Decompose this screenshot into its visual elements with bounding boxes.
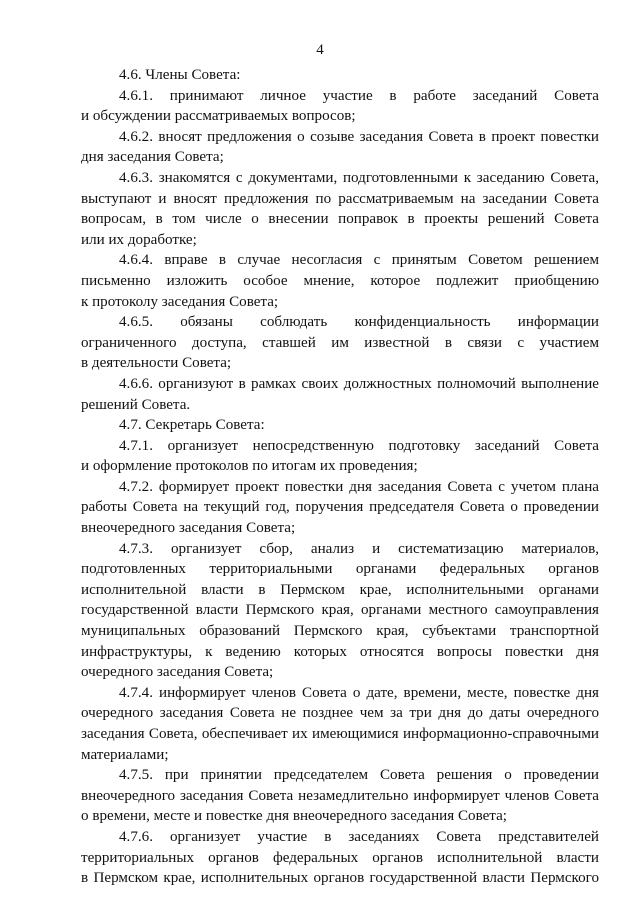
paragraph-p-4-7 (81, 415, 599, 436)
text-line: 4.6.3. знакомятся с документами, подготовленными к заседанию Совета, (119, 169, 599, 186)
paragraph-p-4-7-1 (81, 436, 599, 477)
text-line: в деятельности Совета; (81, 355, 232, 372)
page-number: 4 (316, 42, 324, 58)
text-line: о времени, месте и повестке дня внеочередного заседания Совета; (81, 808, 507, 825)
paragraph-p-4-7-3 (81, 539, 599, 683)
text-line: 4.6.1. принимают личное участие в работе заседаний Совета (119, 87, 599, 104)
text-line: внеочередного заседания Совета; (81, 520, 296, 537)
text-line: письменно изложить особое мнение, которое подлежит приобщению (81, 272, 599, 289)
text-line: государственной власти Пермского края, органами местного самоуправления (81, 602, 599, 619)
text-line: 4.7.5. при принятии председателем Совета решения о проведении (119, 767, 599, 784)
text-line: ограниченного доступа, ставшей им известной в связи с участием (81, 334, 599, 351)
paragraph-p-4-7-5 (81, 765, 599, 827)
text-line: 4.6.6. организуют в рамках своих должностных полномочий выполнение (119, 375, 599, 392)
text-line: к протоколу заседания Совета; (81, 293, 279, 310)
text-line: в Пермском крае, исполнительных органов государственной власти Пермского (81, 870, 599, 887)
text-line: муниципальных образований Пермского края, субъектами транспортной (81, 623, 599, 640)
text-line: решений Совета. (81, 396, 191, 413)
paragraph-p-4-6-1 (81, 86, 599, 127)
text-line: материалами; (81, 746, 169, 763)
text-line: 4.6.5. обязаны соблюдать конфиденциальность информации (119, 314, 599, 331)
document-body (81, 65, 599, 889)
text-line: 4.7.2. формирует проект повестки дня заседания Совета с учетом плана (119, 478, 599, 495)
text-line: 4.6. Члены Совета: (119, 67, 241, 83)
text-line: выступают и вносят предложения по рассматриваемым на заседании Совета (81, 190, 599, 207)
text-line: вопросам, в том числе о внесении поправок в проекты решений Совета (81, 211, 599, 228)
paragraph-p-4-6-5 (81, 312, 599, 374)
text-line: территориальных органов федеральных органов исполнительной власти (81, 849, 599, 866)
text-line: инфраструктуры, к ведению которых относятся вопросы повестки дня (81, 643, 599, 660)
paragraph-p-4-7-6 (81, 827, 599, 889)
paragraph-p-4-7-4 (81, 683, 599, 765)
text-line: работы Совета на текущий год, поручения председателя Совета о проведении (81, 499, 599, 516)
text-line: 4.7. Секретарь Совета: (119, 417, 265, 434)
text-line: 4.7.6. организует участие в заседаниях Совета представителей (119, 828, 599, 845)
paragraph-p-4-6 (81, 65, 599, 86)
text-line: и оформление протоколов по итогам их проведения; (81, 458, 418, 475)
text-line: 4.7.3. организует сбор, анализ и систематизацию материалов, (119, 540, 599, 557)
text-line: исполнительной власти в Пермском крае, исполнительными органами (81, 581, 599, 598)
text-line: подготовленных территориальными органами федеральных органов (81, 561, 599, 578)
paragraph-p-4-7-2 (81, 477, 599, 539)
paragraph-p-4-6-6 (81, 374, 599, 415)
text-line: внеочередного заседания Совета незамедлительно информирует членов Совета (81, 787, 599, 804)
text-line: очередного заседания Совета не позднее чем за три дня до даты очередного (81, 705, 599, 722)
text-line: дня заседания Совета; (81, 149, 224, 166)
text-line: 4.7.4. информирует членов Совета о дате, времени, месте, повестке дня (119, 684, 599, 701)
paragraph-p-4-6-3 (81, 168, 599, 250)
text-line: заседания Совета, обеспечивает их имеющимися информационно-справочными (81, 726, 599, 742)
paragraph-p-4-6-2 (81, 127, 599, 168)
paragraph-p-4-6-4 (81, 250, 599, 312)
text-line: 4.6.4. вправе в случае несогласия с принятым Советом решением (119, 252, 599, 269)
text-line: и обсуждении рассматриваемых вопросов; (81, 108, 356, 125)
text-line: 4.6.2. вносят предложения о созыве заседания Совета в проект повестки (119, 128, 599, 145)
text-line: очередного заседания Совета; (81, 664, 274, 681)
text-line: 4.7.1. организует непосредственную подготовку заседаний Совета (119, 437, 599, 454)
text-line: или их доработке; (81, 231, 197, 248)
